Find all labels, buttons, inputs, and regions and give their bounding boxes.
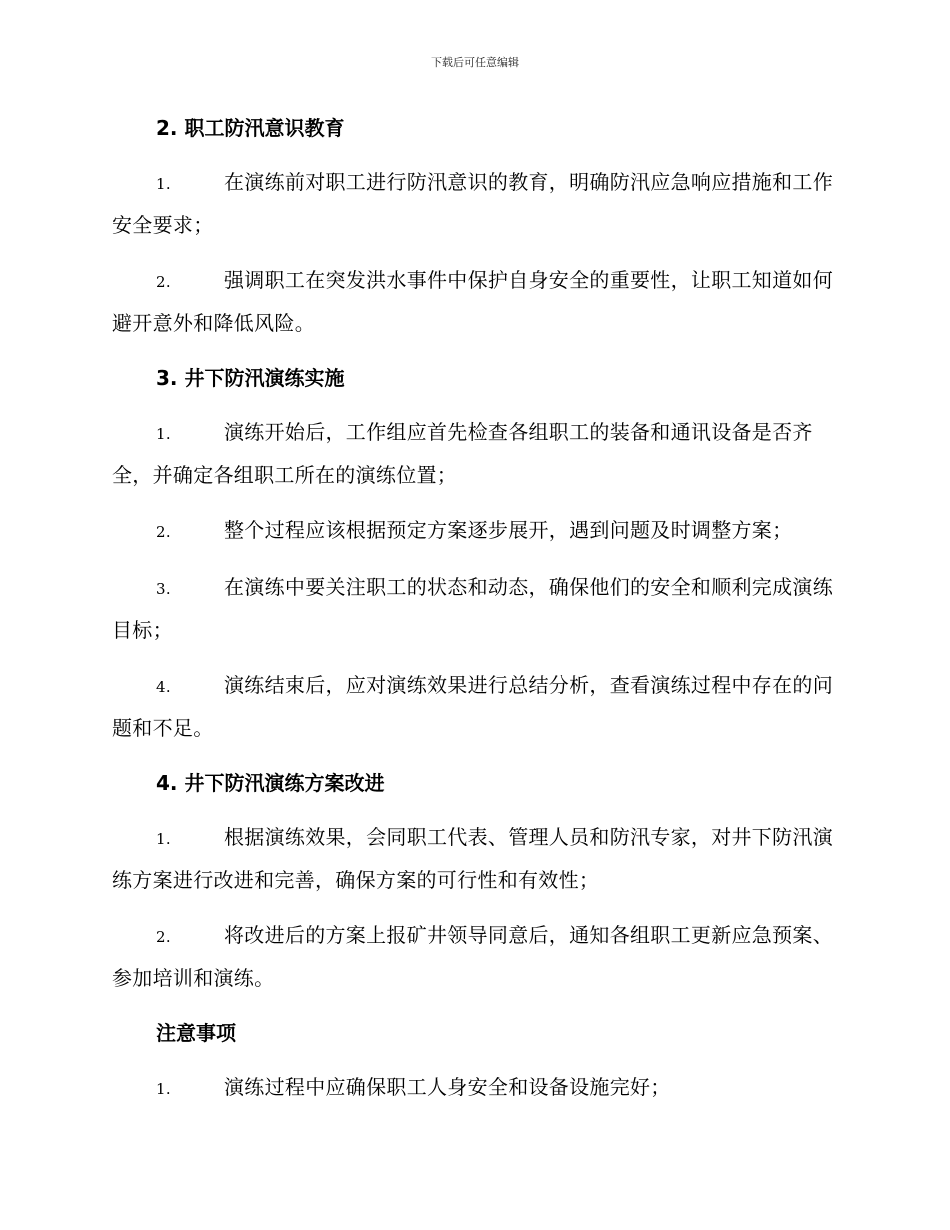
list-item xyxy=(112,510,837,553)
section-drill-implementation xyxy=(112,358,837,749)
item-number: 2. xyxy=(156,523,171,541)
section-heading: 2. 职工防汛意识教育 xyxy=(156,116,345,140)
list-item xyxy=(112,260,837,344)
list-item xyxy=(112,665,837,749)
list-item xyxy=(112,162,837,246)
item-text: 整个过程应该根据预定方案逐步展开，遇到问题及时调整方案； xyxy=(224,518,793,542)
list-item xyxy=(112,567,837,651)
item-number: 3. xyxy=(156,580,171,598)
page-header: 下载后可任意编辑 xyxy=(431,56,519,69)
item-number: 4. xyxy=(156,678,171,696)
list-item xyxy=(112,412,837,496)
item-text: 强调职工在突发洪水事件中保护自身安全的重要性，让职工知道如何避开意外和降低风险。 xyxy=(112,268,833,335)
item-number: 2. xyxy=(156,928,171,946)
item-number: 2. xyxy=(156,273,171,291)
section-employee-awareness xyxy=(112,108,837,344)
item-number: 1. xyxy=(156,1080,171,1098)
section-heading: 注意事项 xyxy=(156,1021,236,1045)
item-text: 演练过程中应确保职工人身安全和设备设施完好； xyxy=(224,1075,671,1099)
document-body xyxy=(112,108,837,1124)
section-heading: 3. 井下防汛演练实施 xyxy=(156,366,345,390)
list-item xyxy=(112,817,837,901)
item-number: 1. xyxy=(156,830,171,848)
list-item xyxy=(112,1067,837,1110)
section-heading: 4. 井下防汛演练方案改进 xyxy=(156,771,385,795)
section-notes xyxy=(112,1013,837,1110)
item-text: 演练开始后，工作组应首先检查各组职工的装备和通讯设备是否齐全，并确定各组职工所在的演练位置； xyxy=(112,420,813,487)
item-text: 演练结束后，应对演练效果进行总结分析，查看演练过程中存在的问题和不足。 xyxy=(112,673,833,740)
item-number: 1. xyxy=(156,425,171,443)
item-number: 1. xyxy=(156,175,171,193)
section-plan-improvement xyxy=(112,763,837,999)
item-text: 在演练中要关注职工的状态和动态，确保他们的安全和顺利完成演练目标； xyxy=(112,575,833,642)
item-text: 将改进后的方案上报矿井领导同意后，通知各组职工更新应急预案、参加培训和演练。 xyxy=(112,923,833,990)
item-text: 根据演练效果，会同职工代表、管理人员和防汛专家，对井下防汛演练方案进行改进和完善，确保方案的可行性和有效性； xyxy=(112,825,833,892)
item-text: 在演练前对职工进行防汛意识的教育，明确防汛应急响应措施和工作安全要求； xyxy=(112,170,833,237)
list-item xyxy=(112,915,837,999)
